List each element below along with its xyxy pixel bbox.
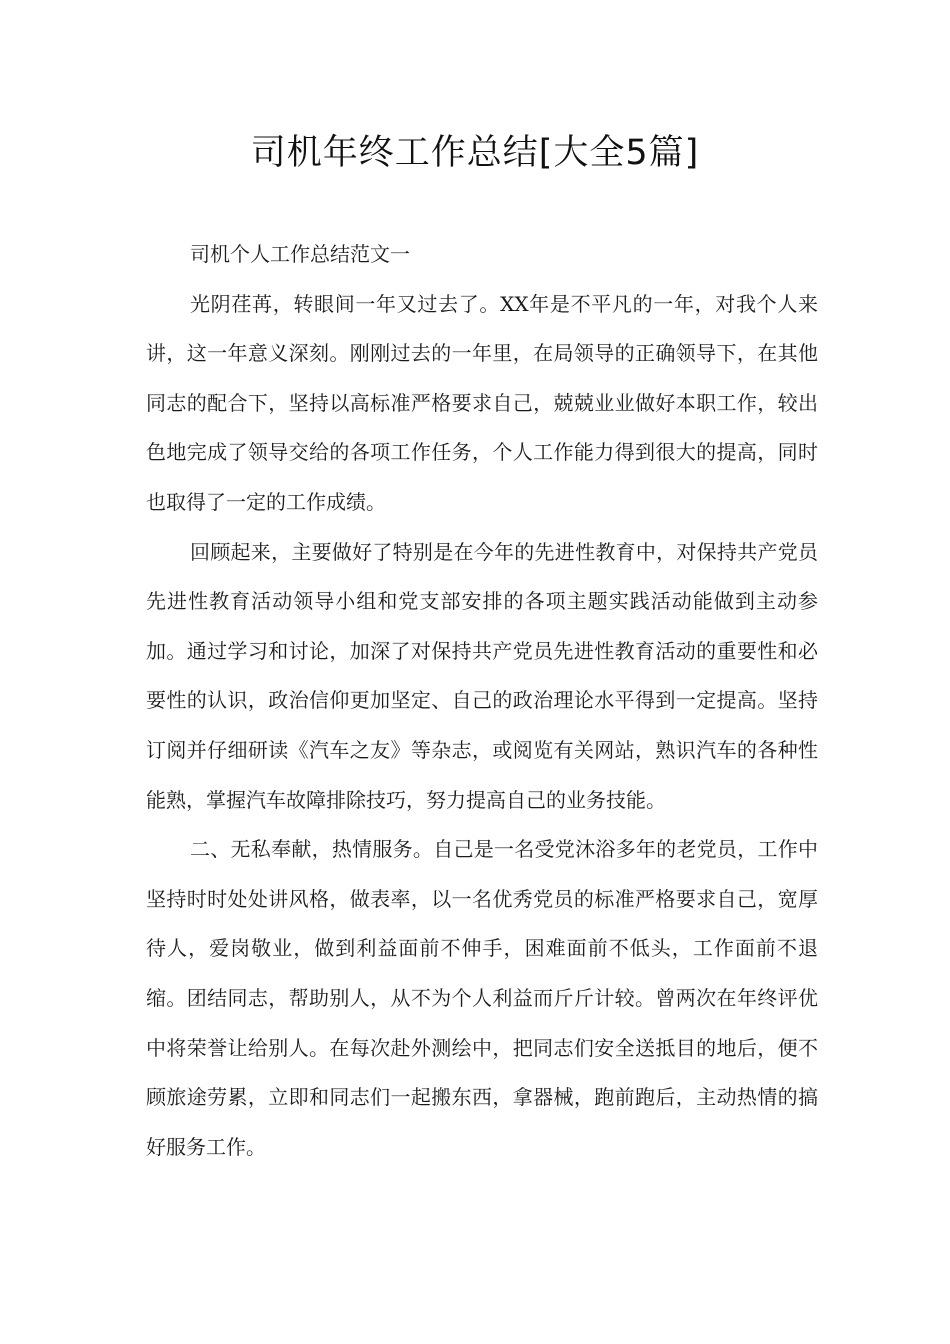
section-heading: 司机个人工作总结范文一 (190, 242, 410, 266)
document-title: 司机年终工作总结[大全5篇] (250, 133, 700, 173)
paragraph: 二、无私奉献，热情服务。自己是一名受党沐浴多年的老党员，工作中坚持时时处处讲风格，做表率，以一名优秀党员的标准严格要求自己，宽厚待人，爱岗敬业，做到利益面前不伸手，困难面前不低头，工作面前不退缩。团结同志，帮助别人，从不为个人利益而斤斤计较。曾两次在年终评优中将荣誉让给别人。在每次赴外测绘中，把同志们安全送抵目的地后，便不顾旅途劳累，立即和同志们一起搬东西，拿器械，跑前跑后，主动热情的搞好服务工作。 (146, 837, 818, 1159)
document-body (146, 230, 818, 1172)
paragraph: 回顾起来，主要做好了特别是在今年的先进性教育中，对保持共产党员先进性教育活动领导小组和党支部安排的各项主题实践活动能做到主动参加。通过学习和讨论，加深了对保持共产党员先进性教育活动的重要性和必要性的认识，政治信仰更加坚定、自己的政治理论水平得到一定提高。坚持订阅并仔细研读《汽车之友》等杂志，或阅览有关网站，熟识汽车的各种性能熟，掌握汽车故障排除技巧，努力提高自己的业务技能。 (146, 539, 818, 812)
paragraph: 光阴荏苒，转眼间一年又过去了。XX年是不平凡的一年，对我个人来讲，这一年意义深刻。刚刚过去的一年里，在局领导的正确领导下，在其他同志的配合下，坚持以高标准严格要求自己，兢兢业业做好本职工作，较出色地完成了领导交给的各项工作任务，个人工作能力得到很大的提高，同时也取得了一定的工作成绩。 (146, 291, 818, 514)
